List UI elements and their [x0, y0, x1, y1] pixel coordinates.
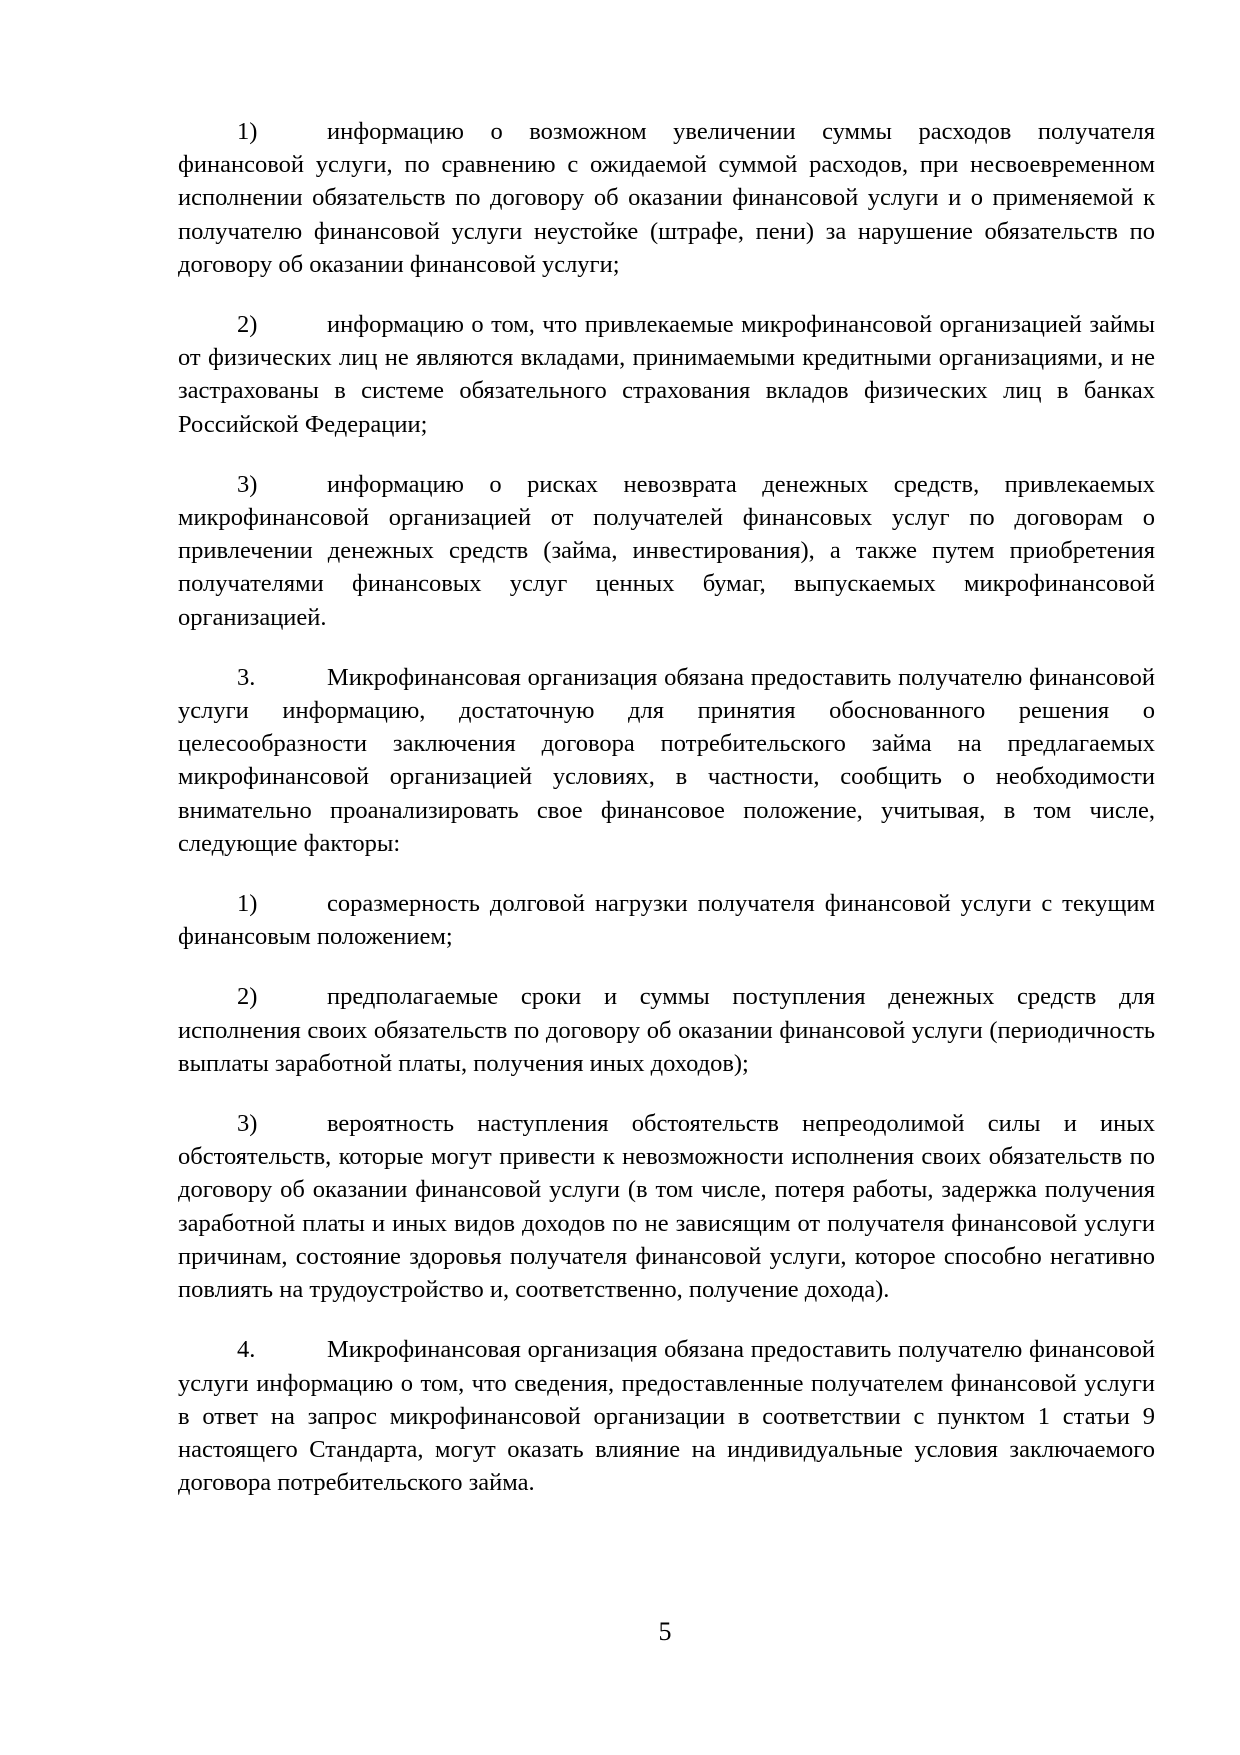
clause-3: [178, 661, 1155, 860]
paragraph-number: 2): [237, 311, 258, 339]
factor-number: 2): [237, 983, 258, 1011]
clause-text: Микрофинансовая организация обязана предоставить получателю финансовой услуги информацию, достаточную для принятия обоснованного решения о целесообразности заключения договора потребительского займа на предлагаемых микрофинансовой организацией условиях, в частности, сообщить о необходимости внимательно проанализировать свое финансовое положение, учитывая, в том числе, следующие факторы:: [178, 663, 1155, 857]
factor-text: соразмерность долговой нагрузки получателя финансовой услуги с текущим финансовым положением;: [178, 890, 1155, 951]
factor-text: вероятность наступления обстоятельств непреодолимой силы и иных обстоятельств, которые могут привести к невозможности исполнения своих обязательств по договору об оказании финансовой услуги (в том числе, потеря работы, задержка получения заработной платы и иных видов доходов по не зависящим от получателя финансовой услуги причинам, состояние здоровья получателя финансовой услуги, которое способно негативно повлиять на трудоустройство и, соответственно, получение дохода).: [178, 1110, 1155, 1304]
paragraph-number: 3): [237, 470, 258, 498]
paragraph-number: 1): [237, 118, 258, 145]
clause-4: [178, 1333, 1155, 1499]
factor-number: 3): [237, 1110, 258, 1138]
factor-item-3: [178, 1107, 1155, 1306]
paragraph-item-1: [178, 115, 1155, 281]
factor-item-2: [178, 980, 1155, 1080]
document-body: [178, 115, 1155, 1526]
paragraph-text: информацию о рисках невозврата денежных средств, привлекаемых микрофинансовой организацией от получателей финансовых услуг по договорам о привлечении денежных средств (займа, инвестирования), а также путем приобретения получателями финансовых услуг ценных бумаг, выпускаемых микрофинансовой организацией.: [178, 470, 1155, 631]
clause-text: Микрофинансовая организация обязана предоставить получателю финансовой услуги информацию о том, что сведения, предоставленные получателем финансовой услуги в ответ на запрос микрофинансовой организации в соответствии с пунктом 1 статьи 9 настоящего Стандарта, могут оказать влияние на индивидуальные условия заключаемого договора потребительского займа.: [178, 1336, 1155, 1497]
page-number: 5: [658, 1617, 672, 1646]
factor-text: предполагаемые сроки и суммы поступления денежных средств для исполнения своих обязательств по договору об оказании финансовой услуги (периодичность выплаты заработной платы, получения иных доходов);: [178, 983, 1155, 1077]
paragraph-text: информацию о том, что привлекаемые микрофинансовой организацией займы от физических лиц не являются вкладами, принимаемыми кредитными организациями, и не застрахованы в системе обязательного страхования вкладов физических лиц в банках Российской Федерации;: [178, 311, 1155, 438]
clause-number: 4.: [237, 1336, 256, 1364]
paragraph-item-3: [178, 468, 1155, 634]
paragraph-item-2: [178, 308, 1155, 441]
factor-item-1: [178, 887, 1155, 953]
clause-number: 3.: [237, 663, 256, 691]
paragraph-text: информацию о возможном увеличении суммы расходов получателя финансовой услуги, по сравнению с ожидаемой суммой расходов, при несвоевременном исполнении обязательств по договору об оказании финансовой услуги и о применяемой к получателю финансовой услуги неустойке (штрафе, пени) за нарушение обязательств по договору об оказании финансовой услуги;: [178, 118, 1155, 278]
factor-number: 1): [237, 890, 258, 918]
